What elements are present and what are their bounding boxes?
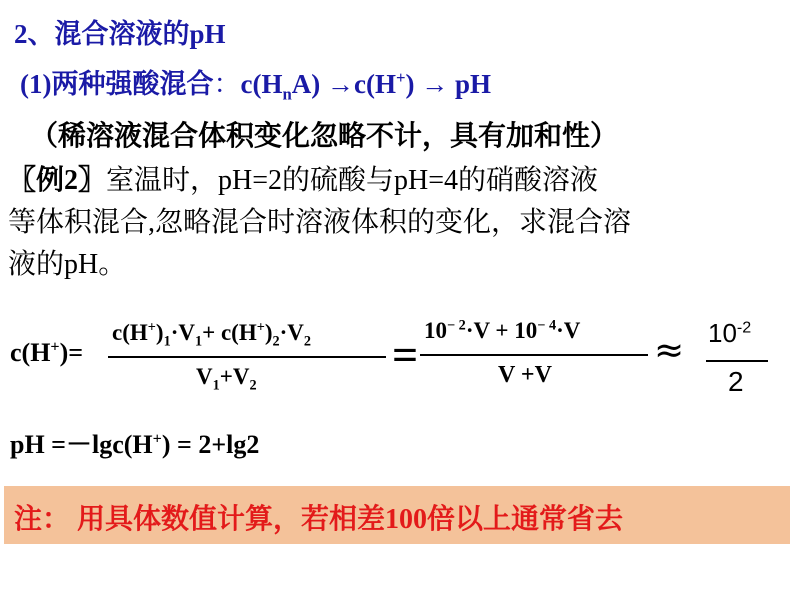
ph-result-line (10, 424, 259, 461)
fraction3-bar (706, 360, 768, 362)
example-label: 〖例2〗 (8, 165, 107, 196)
num1-c: ·V (170, 320, 195, 345)
case1-tail: ) → pH (405, 69, 492, 99)
num2-c: ·V (556, 318, 581, 343)
fraction3-numerator (708, 318, 751, 349)
case1-plus: + (396, 68, 406, 87)
fraction1-numerator (112, 319, 312, 350)
num1-sub-2: 2 (272, 333, 280, 350)
example-line-1 (8, 158, 598, 198)
den1-sub-1: 1 (212, 377, 220, 394)
lhs-plus: + (50, 338, 60, 356)
example-line-2: 等体积混合,忽略混合时溶液体积的变化，求混合溶 (8, 207, 632, 238)
num2-exp1: − 2 (447, 317, 466, 334)
fraction2-denominator: V +V (498, 362, 552, 388)
num2-exp2: − 4 (537, 317, 557, 334)
num1-e: ) (264, 320, 273, 345)
num1-a: c(H (112, 320, 148, 345)
case1-colon: ： (213, 69, 241, 99)
case1-prefix: (1)两种强酸混合 (20, 69, 214, 99)
fraction2-bar (420, 354, 648, 356)
fraction2-numerator (424, 318, 580, 344)
ph-line-main: pH =－lgc(H (10, 430, 153, 459)
case1-sub-n: n (282, 84, 292, 104)
fraction1-bar (108, 356, 386, 358)
example-line-3: 液的pH。 (8, 249, 127, 280)
ph-line-plus: + (152, 430, 162, 448)
num1-plus-d: + (256, 319, 265, 336)
ph-line-tail: ) = 2+lg2 (161, 430, 260, 459)
num1-sub-v2: 2 (303, 333, 312, 350)
equals-sign: = (392, 329, 419, 380)
num1-plus-a: + (147, 319, 156, 336)
lhs-close: )= (59, 338, 84, 367)
num1-d: + c(H (202, 320, 257, 345)
example-text-1: 室温时，pH=2的硫酸与pH=4的硝酸溶液 (106, 165, 599, 196)
lhs-c: c(H (10, 338, 51, 367)
num2-b: ·V + 10 (465, 318, 538, 343)
fraction1-denominator (196, 364, 257, 394)
num1-sub-v1: 1 (194, 333, 203, 350)
den1-a: V (196, 364, 213, 389)
frac3-exp: -2 (736, 318, 752, 337)
num1-b: ) (155, 320, 164, 345)
approx-sign: ≈ (654, 330, 685, 371)
num1-f: ·V (279, 320, 304, 345)
num2-a: 10 (424, 318, 447, 343)
case1-a-arrow: A) →c(H (291, 69, 396, 99)
section-heading: 2、混合溶液的pH (14, 19, 226, 49)
num1-sub-1: 1 (163, 333, 171, 350)
fraction3-denominator: 2 (728, 366, 744, 397)
den1-b: +V (219, 364, 250, 389)
frac3-num: 10 (708, 318, 737, 348)
case1-line (20, 62, 492, 104)
case1-c: c(H (240, 69, 283, 99)
note-text: 注： 用具体数值计算，若相差100倍以上通常省去 (14, 504, 624, 535)
den1-sub-2: 2 (249, 377, 257, 394)
formula-lhs (10, 338, 83, 368)
remark-line: （稀溶液混合体积变化忽略不计，具有加和性） (30, 121, 619, 152)
